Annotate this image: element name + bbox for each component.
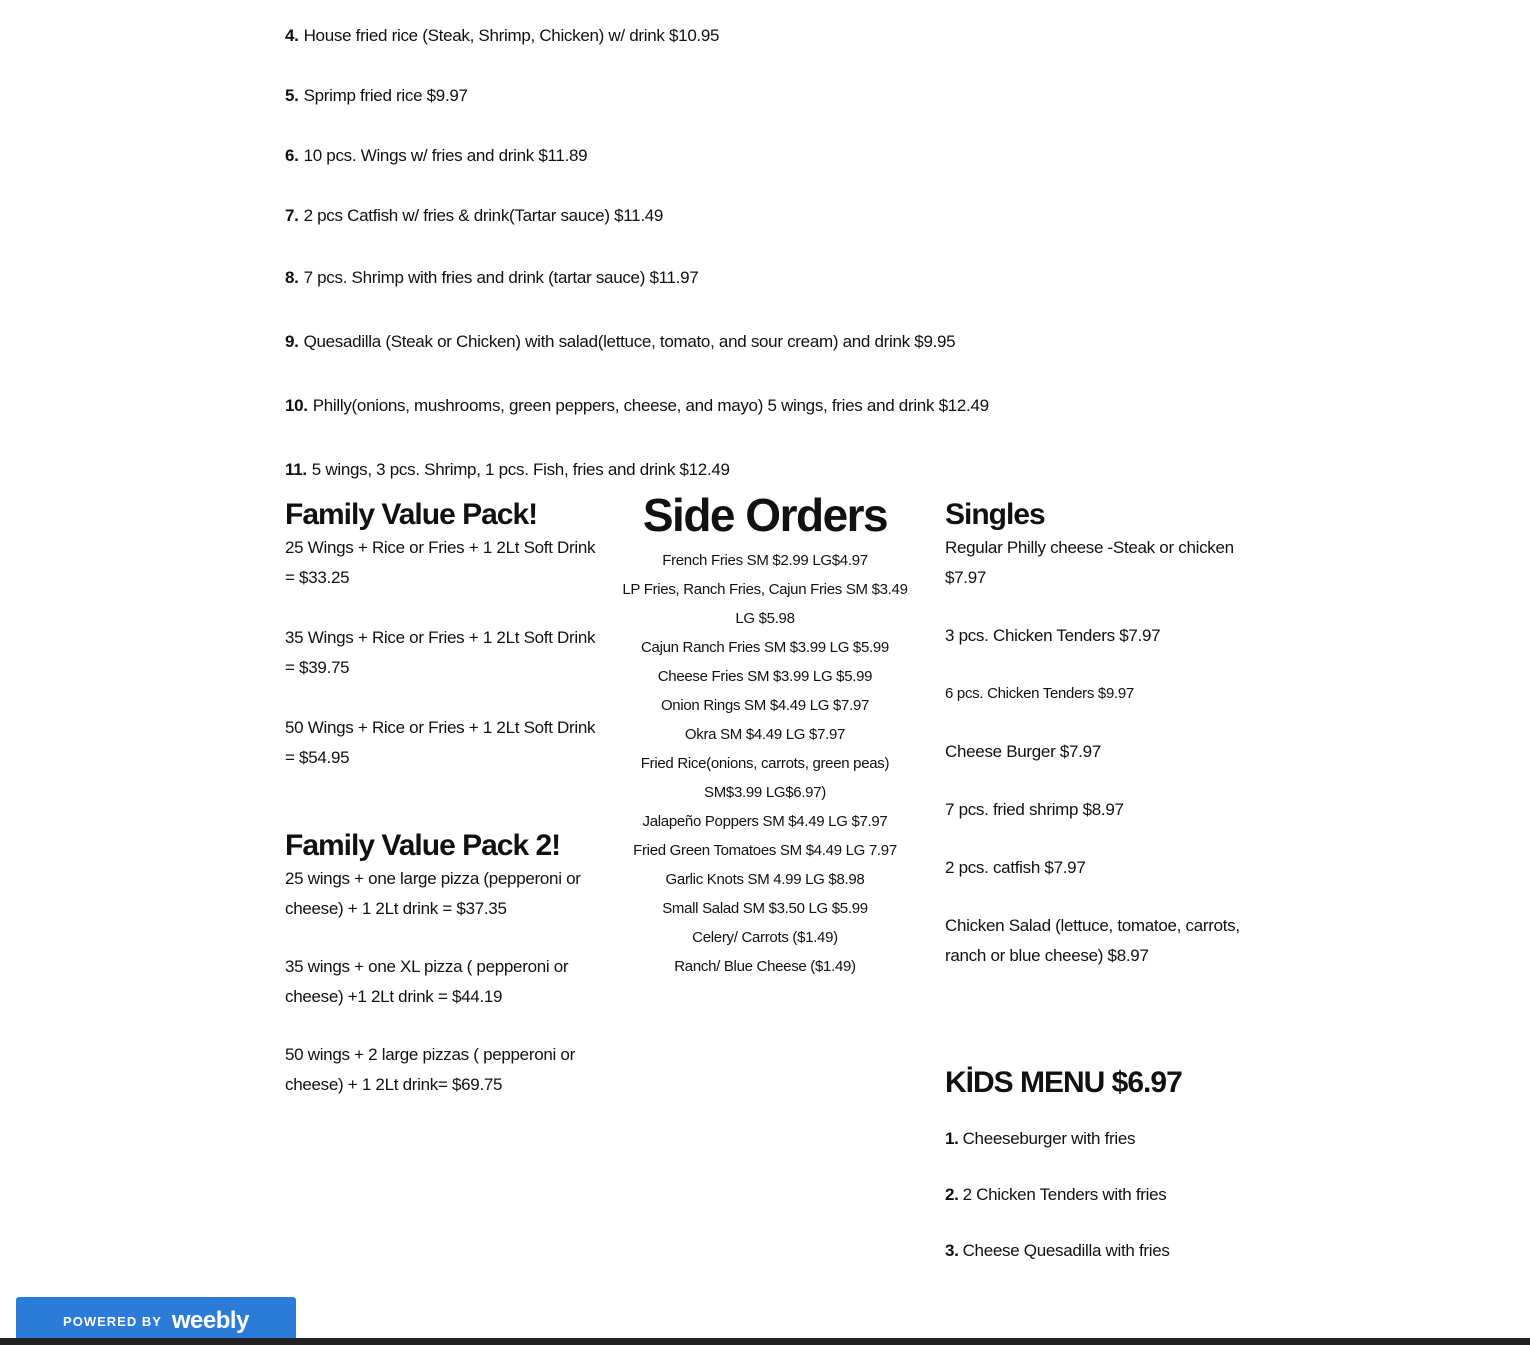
side-order-item: Fried Rice(onions, carrots, green peas) SM$3.99 LG$6.97): [640, 755, 890, 801]
combo-number: 10.: [285, 396, 308, 415]
single-item: 3 pcs. Chicken Tenders $7.97: [945, 626, 1161, 645]
side-order-item: Okra SM $4.49 LG $7.97: [684, 726, 846, 743]
combo-item: [285, 86, 468, 106]
combo-number: 7.: [285, 206, 299, 225]
combo-number: 11.: [285, 460, 307, 479]
combo-item: [285, 460, 730, 480]
combo-item: [285, 396, 989, 416]
side-order-item: Small Salad SM $3.50 LG $5.99: [662, 900, 868, 917]
single-item: Regular Philly cheese -Steak or chicken $7.97: [945, 538, 1234, 587]
family-pack-item: 25 Wings + Rice or Fries + 1 2Lt Soft Drink = $33.25: [285, 538, 596, 587]
kids-item-number: 3.: [945, 1241, 959, 1260]
combo-text: House fried rice (Steak, Shrimp, Chicken) w/ drink $10.95: [303, 26, 720, 45]
side-order-item: Fried Green Tomatoes SM $4.49 LG 7.97: [633, 842, 897, 859]
combo-number: 6.: [285, 146, 299, 165]
combo-text: 5 wings, 3 pcs. Shrimp, 1 pcs. Fish, fries and drink $12.49: [311, 460, 730, 479]
kids-item-number: 1.: [945, 1129, 959, 1148]
single-item: 7 pcs. fried shrimp $8.97: [945, 800, 1124, 819]
combo-text: Sprimp fried rice $9.97: [303, 86, 468, 105]
single-item: Cheese Burger $7.97: [945, 742, 1101, 761]
singles-section: [945, 497, 1245, 999]
family-pack-2-item: 25 wings + one large pizza (pepperoni or cheese) + 1 2Lt drink = $37.35: [285, 869, 581, 918]
combo-text: 10 pcs. Wings w/ fries and drink $11.89: [303, 146, 588, 165]
combo-item: [285, 206, 663, 226]
side-order-item: Jalapeño Poppers SM $4.49 LG $7.97: [642, 813, 888, 830]
side-order-item: Cajun Ranch Fries SM $3.99 LG $5.99: [641, 639, 889, 656]
singles-list: [945, 533, 1245, 971]
side-order-item: Garlic Knots SM 4.99 LG $8.98: [665, 871, 865, 888]
combo-text: 7 pcs. Shrimp with fries and drink (tartar sauce) $11.97: [303, 268, 699, 287]
family-value-pack-list: [285, 533, 605, 773]
family-value-pack-2-section: [285, 828, 605, 1128]
family-pack-item: 50 Wings + Rice or Fries + 1 2Lt Soft Drink = $54.95: [285, 718, 596, 767]
kids-menu-item: [945, 1129, 1245, 1149]
kids-item-text: 2 Chicken Tenders with fries: [962, 1185, 1167, 1204]
family-pack-item: 35 Wings + Rice or Fries + 1 2Lt Soft Drink = $39.75: [285, 628, 596, 677]
side-order-item: Ranch/ Blue Cheese ($1.49): [674, 958, 856, 975]
kids-menu-item: [945, 1185, 1245, 1205]
side-order-item: Celery/ Carrots ($1.49): [692, 929, 838, 946]
kids-menu-section: [945, 1065, 1245, 1297]
combo-text: 2 pcs Catfish w/ fries & drink(Tartar sauce) $11.49: [303, 206, 664, 225]
kids-item-number: 2.: [945, 1185, 959, 1204]
combo-number: 5.: [285, 86, 299, 105]
combo-text: Philly(onions, mushrooms, green peppers, cheese, and mayo) 5 wings, fries and drink $12.49: [312, 396, 989, 415]
combo-item: [285, 146, 587, 166]
side-order-item: LP Fries, Ranch Fries, Cajun Fries SM $3.49 LG $5.98: [622, 581, 908, 627]
family-pack-2-item: 50 wings + 2 large pizzas ( pepperoni or cheese) + 1 2Lt drink= $69.75: [285, 1045, 575, 1094]
family-value-pack-2-title: Family Value Pack 2!: [285, 829, 561, 862]
single-item: Chicken Salad (lettuce, tomatoe, carrots, ranch or blue cheese) $8.97: [945, 916, 1240, 965]
family-value-pack-2-list: [285, 864, 605, 1100]
kids-menu-item: [945, 1241, 1245, 1261]
side-order-item: French Fries SM $2.99 LG$4.97: [662, 552, 868, 569]
side-orders-title: Side Orders: [642, 489, 888, 541]
powered-by-label: POWERED BY: [63, 1313, 162, 1329]
weebly-logo: weebly: [171, 1307, 249, 1334]
combo-number: 9.: [285, 332, 299, 351]
side-order-item: Cheese Fries SM $3.99 LG $5.99: [657, 668, 873, 685]
combo-item: [285, 332, 955, 352]
singles-title: Singles: [945, 498, 1045, 531]
kids-menu-title: KİDS MENU $6.97: [945, 1066, 1182, 1099]
combo-item: [285, 268, 698, 288]
combo-number: 8.: [285, 268, 299, 287]
kids-item-text: Cheese Quesadilla with fries: [962, 1241, 1170, 1260]
single-item: 6 pcs. Chicken Tenders $9.97: [945, 685, 1134, 702]
side-orders-section: [615, 488, 915, 981]
kids-item-text: Cheeseburger with fries: [962, 1129, 1136, 1148]
family-value-pack-title: Family Value Pack!: [285, 498, 538, 531]
combo-text: Quesadilla (Steak or Chicken) with salad(lettuce, tomato, and sour cream) and drink $9.95: [303, 332, 956, 351]
combo-number: 4.: [285, 26, 299, 45]
single-item: 2 pcs. catfish $7.97: [945, 858, 1086, 877]
family-value-pack-section: [285, 497, 605, 803]
combo-item: [285, 26, 719, 46]
footer-bar: [0, 1338, 1530, 1345]
side-order-item: Onion Rings SM $4.49 LG $7.97: [660, 697, 870, 714]
family-pack-2-item: 35 wings + one XL pizza ( pepperoni or cheese) +1 2Lt drink = $44.19: [285, 957, 569, 1006]
